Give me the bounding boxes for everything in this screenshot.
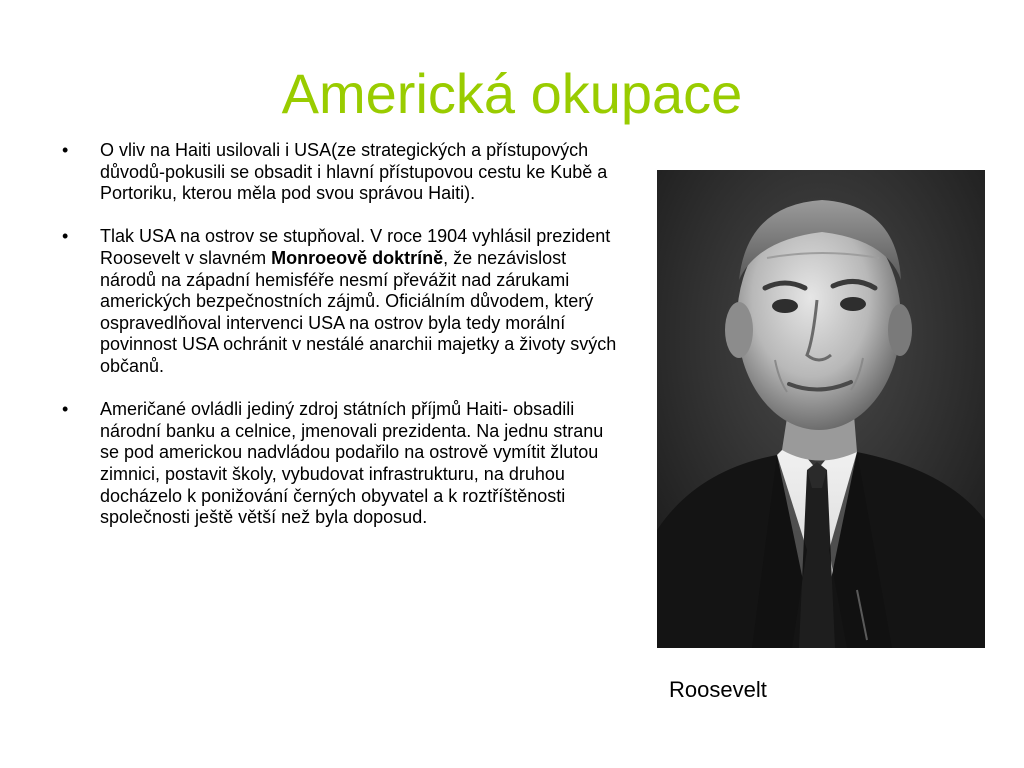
bullet-marker: • [62, 399, 69, 420]
bullet-text-1: O vliv na Haiti usilovali i USA(ze strategických a přístupových důvodů-pokusili se obsadit i hlavní přístupovou cestu ke Kubě a Portoriku, kterou měla pod svou správou Haiti). [100, 140, 608, 204]
portrait-image [657, 170, 985, 648]
bullet-item-2 [62, 226, 622, 377]
bullet-item-3 [62, 399, 622, 529]
roosevelt-portrait [657, 170, 985, 648]
bullet-list [62, 140, 622, 550]
monroe-doctrine-term: Monroeově doktríně [271, 247, 444, 268]
bullet-marker: • [62, 140, 69, 160]
bullet-text-3: Američané ovládli jediný zdroj státních příjmů Haiti- obsadili národní banku a celnice, jmenovali prezidenta. Na jednu stranu se pod americkou nadvládou podařilo na ostrově vymítit žlutou zimnici, postavit školy, vybudovat infrastrukturu, na druhou docházelo k ponižování černých obyvatel a k roztříštěnosti společnosti ještě větší než byla doposud. [100, 399, 604, 528]
slide-title: Americká okupace [281, 62, 743, 125]
photo-caption: Roosevelt [669, 677, 767, 702]
bullet-text-2-after: , že nezávislost národů na západní hemisféře nesmí převážit nad zárukami amerických bezpečnostních zájmů. Oficiálním důvodem, který ospravedlňoval intervenci USA na ostrov byla tedy morální povinnost USA ochránit v nestálé anarchii majetky a životy svých občanů. [100, 247, 617, 376]
bullet-marker: • [62, 226, 69, 247]
bullet-item-1 [62, 140, 622, 205]
bullet-text-2-before: Tlak USA na ostrov se stupňoval. V roce 1904 vyhlásil prezident Roosevelt v slavném [100, 226, 611, 268]
